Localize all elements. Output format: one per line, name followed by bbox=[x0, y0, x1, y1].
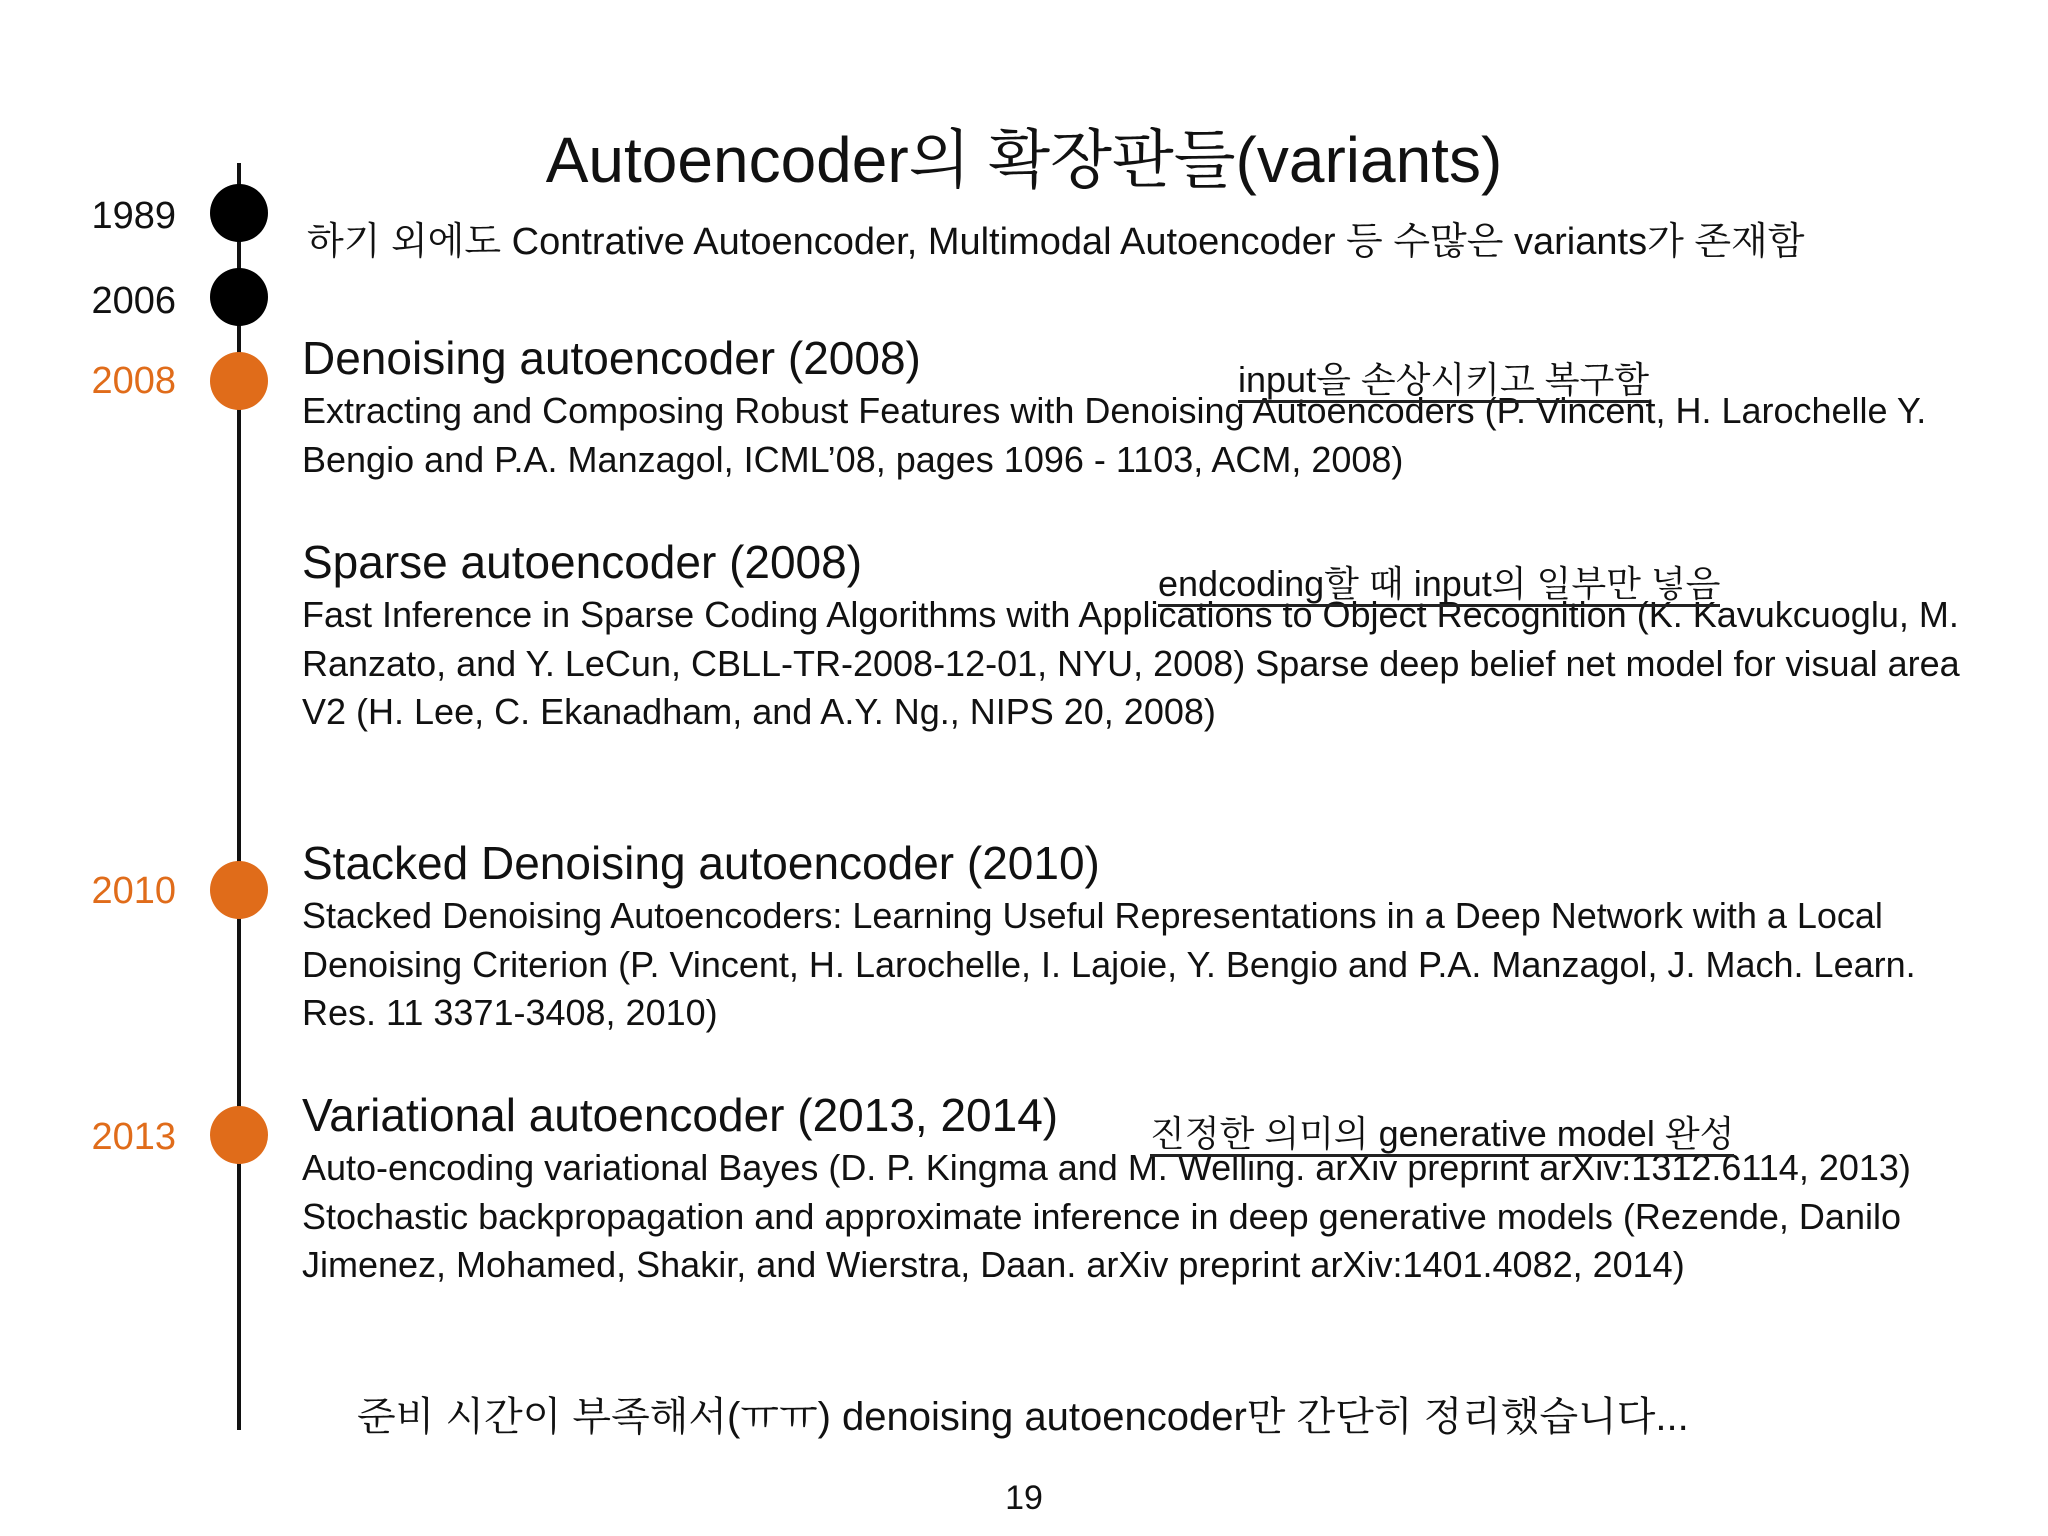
year-label-2013: 2013 bbox=[91, 1116, 176, 1158]
year-label-2006: 2006 bbox=[91, 280, 176, 322]
timeline-dot-2006 bbox=[210, 268, 268, 326]
year-label-1989: 1989 bbox=[91, 195, 176, 237]
year-label-2008: 2008 bbox=[91, 360, 176, 402]
annotation-variational: 진정한 의미의 generative model 완성 bbox=[1150, 1114, 1734, 1157]
entry-body-denoising: Extracting and Composing Robust Features with Denoising Autoencoders (P. Vincent, H. Larochelle Y. Bengio and P.A. Manzagol, ICML’08, pages 1096 - 1103, ACM, 2008) bbox=[302, 390, 1927, 480]
timeline-dot-2013 bbox=[210, 1106, 268, 1164]
annotation-sparse: endcoding할 때 input의 일부만 넣음 bbox=[1158, 564, 1720, 607]
annotation-denoising: input을 손상시키고 복구함 bbox=[1238, 360, 1649, 403]
entry-heading-sparse: Sparse autoencoder (2008) bbox=[302, 536, 863, 588]
entry-body-variational: Auto-encoding variational Bayes (D. P. Kingma and M. Welling. arXiv preprint arXiv:1312.6114, 2013) Stochastic backpropagation and approximate inference in deep generative models (Rezende, Danilo Jimenez, Mohamed, Shakir, and Wierstra, Daan. arXiv preprint arXiv:1401.4082, 2014) bbox=[302, 1147, 1911, 1285]
entry-body-stacked: Stacked Denoising Autoencoders: Learning Useful Representations in a Deep Network with a Local Denoising Criterion (P. Vincent, H. Larochelle, I. Lajoie, Y. Bengio and P.A. Manzagol, J. Mach. Learn. Res. 11 3371-3408, 2010) bbox=[302, 895, 1916, 1033]
entry-heading-denoising: Denoising autoencoder (2008) bbox=[302, 332, 921, 384]
footer-note: 준비 시간이 부족해서(ㅠㅠ) denoising autoencoder만 간단히 정리했습니다... bbox=[357, 1395, 1689, 1439]
entry-heading-stacked: Stacked Denoising autoencoder (2010) bbox=[302, 837, 1100, 889]
page-title: Autoencoder의 확장판들(variants) bbox=[545, 124, 1503, 196]
timeline-dot-2010 bbox=[210, 861, 268, 919]
year-label-2010: 2010 bbox=[91, 870, 176, 912]
subtitle: 하기 외에도 Contrative Autoencoder, Multimodal Autoencoder 등 수많은 variants가 존재함 bbox=[307, 221, 1805, 263]
page-number: 19 bbox=[1005, 1479, 1043, 1517]
timeline-dot-2008 bbox=[210, 352, 268, 410]
entry-heading-variational: Variational autoencoder (2013, 2014) bbox=[302, 1089, 1059, 1141]
timeline-dot-1989 bbox=[210, 184, 268, 242]
entry-body-sparse: Fast Inference in Sparse Coding Algorithms with Applications to Object Recognition (K. Kavukcuoglu, M. Ranzato, and Y. LeCun, CBLL-TR-2008-12-01, NYU, 2008) Sparse deep belief net model for visual area V2 (H. Lee, C. Ekanadham, and A.Y. Ng., NIPS 20, 2008) bbox=[302, 594, 1960, 732]
